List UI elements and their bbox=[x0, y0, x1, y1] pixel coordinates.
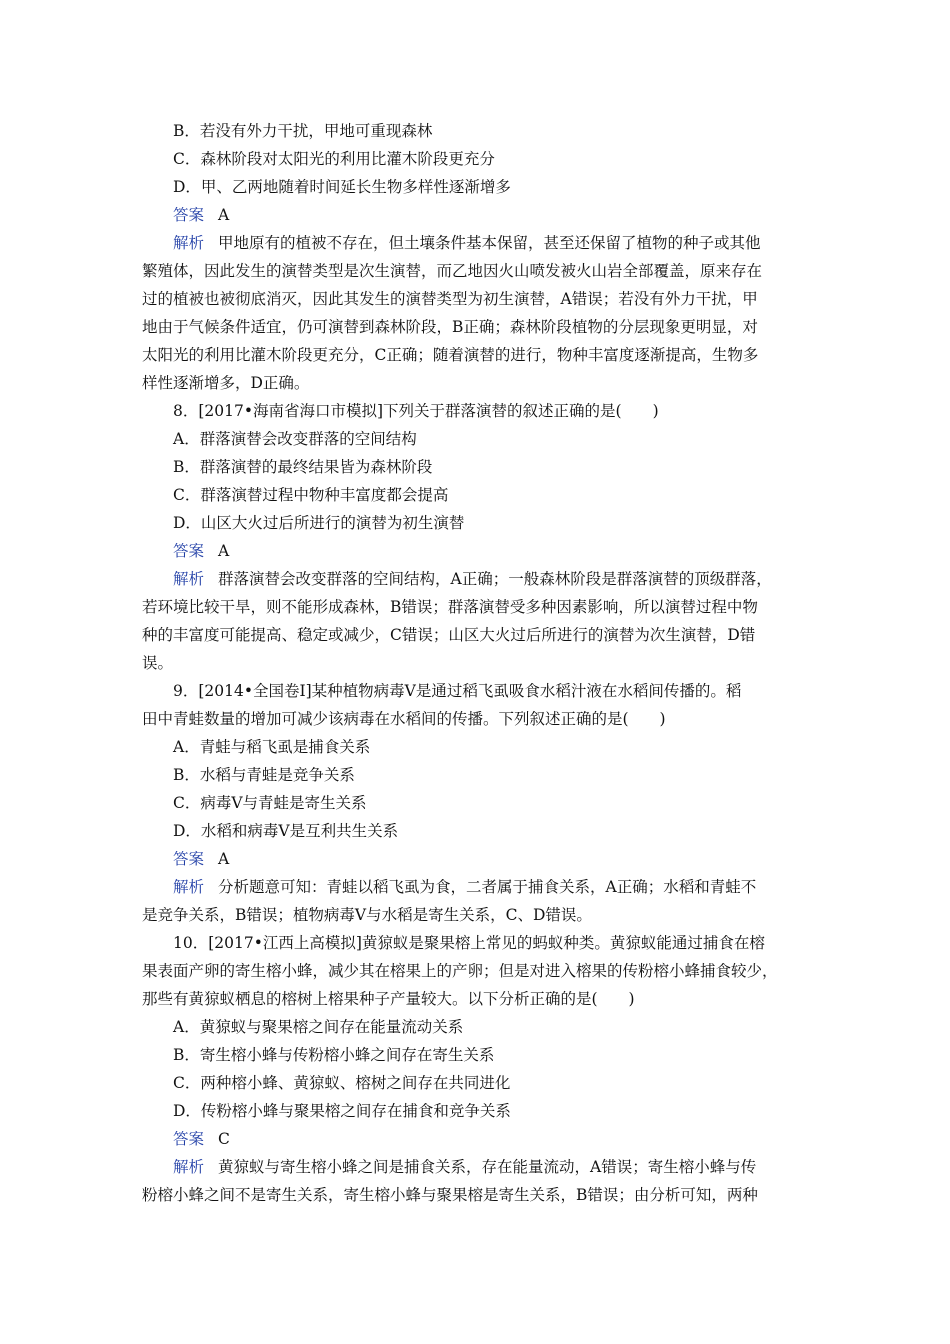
analysis-line-6: 样性逐渐增多，D正确。 bbox=[142, 374, 310, 392]
answer-value: A bbox=[218, 850, 230, 868]
answer-line bbox=[142, 537, 812, 565]
option-a: A．黄猄蚁与聚果榕之间存在能量流动关系 bbox=[173, 1018, 464, 1036]
analysis-text: 甲地原有的植被不存在，但土壤条件基本保留，甚至还保留了植物的种子或其他 bbox=[218, 234, 761, 252]
analysis-line-1 bbox=[142, 565, 812, 593]
analysis-line-1 bbox=[142, 229, 812, 257]
analysis-line-4: 误。 bbox=[142, 654, 174, 672]
analysis-line-3: 过的植被也被彻底消灭，因此其发生的演替类型为初生演替，A错误；若没有外力干扰，甲 bbox=[142, 290, 758, 308]
question-10 bbox=[142, 929, 812, 1209]
question-stem: 8．[2017•海南省海口市模拟]下列关于群落演替的叙述正确的是( ) bbox=[173, 402, 659, 420]
question-stem-line-1: 10．[2017•江西上高模拟]黄猄蚁是聚果榕上常见的蚂蚁种类。黄猄蚁能通过捕食在榕 bbox=[173, 934, 765, 952]
analysis-label: 解析 bbox=[173, 234, 205, 252]
option-b: B．水稻与青蛙是竞争关系 bbox=[173, 766, 355, 784]
analysis-text: 黄猄蚁与寄生榕小蜂之间是捕食关系，存在能量流动，A错误；寄生榕小蜂与传 bbox=[218, 1158, 757, 1176]
analysis-line-1 bbox=[142, 873, 812, 901]
analysis-line-4: 地由于气候条件适宜，仍可演替到森林阶段，B正确；森林阶段植物的分层现象更明显，对 bbox=[142, 318, 758, 336]
question-stem-line-2: 果表面产卵的寄生榕小蜂，减少其在榕果上的产卵；但是对进入榕果的传粉榕小蜂捕食较少， bbox=[142, 962, 778, 980]
answer-label: 答案 bbox=[173, 206, 205, 224]
option-b: B．若没有外力干扰，甲地可重现森林 bbox=[173, 122, 433, 140]
option-d: D．传粉榕小蜂与聚果榕之间存在捕食和竞争关系 bbox=[173, 1102, 511, 1120]
question-8 bbox=[142, 397, 812, 677]
answer-value: C bbox=[218, 1130, 230, 1148]
analysis-line-2: 是竞争关系，B错误；植物病毒V与水稻是寄生关系，C、D错误。 bbox=[142, 906, 592, 924]
answer-value: A bbox=[218, 206, 230, 224]
analysis-label: 解析 bbox=[173, 1158, 205, 1176]
option-b: B．群落演替的最终结果皆为森林阶段 bbox=[173, 458, 433, 476]
question-stem-line-1: 9．[2014•全国卷Ⅰ]某种植物病毒V是通过稻飞虱吸食水稻汁液在水稻间传播的。稻 bbox=[173, 682, 742, 700]
answer-line bbox=[142, 1125, 812, 1153]
option-c: C．群落演替过程中物种丰富度都会提高 bbox=[173, 486, 449, 504]
option-c: C．森林阶段对太阳光的利用比灌木阶段更充分 bbox=[173, 150, 495, 168]
option-d: D．甲、乙两地随着时间延长生物多样性逐渐增多 bbox=[173, 178, 511, 196]
answer-label: 答案 bbox=[173, 1130, 205, 1148]
analysis-label: 解析 bbox=[173, 570, 205, 588]
option-d: D．山区大火过后所进行的演替为初生演替 bbox=[173, 514, 465, 532]
option-c: C．两种榕小蜂、黄猄蚁、榕树之间存在共同进化 bbox=[173, 1074, 511, 1092]
question-9 bbox=[142, 677, 812, 929]
analysis-line-3: 种的丰富度可能提高、稳定或减少，C错误；山区大火过后所进行的演替为次生演替，D错 bbox=[142, 626, 756, 644]
analysis-line-2: 繁殖体，因此发生的演替类型是次生演替，而乙地因火山喷发被火山岩全部覆盖，原来存在 bbox=[142, 262, 763, 280]
option-a: A．群落演替会改变群落的空间结构 bbox=[173, 430, 417, 448]
answer-value: A bbox=[218, 542, 230, 560]
answer-line bbox=[142, 201, 812, 229]
question-stem-line-2: 田中青蛙数量的增加可减少该病毒在水稻间的传播。下列叙述正确的是( ) bbox=[142, 710, 666, 728]
analysis-line-1 bbox=[142, 1153, 812, 1181]
document-content bbox=[142, 117, 812, 1209]
question-7 bbox=[142, 117, 812, 397]
analysis-text: 群落演替会改变群落的空间结构，A正确；一般森林阶段是群落演替的顶级群落， bbox=[218, 570, 772, 588]
analysis-line-2: 粉榕小蜂之间不是寄生关系，寄生榕小蜂与聚果榕是寄生关系，B错误；由分析可知，两种 bbox=[142, 1186, 758, 1204]
option-d: D．水稻和病毒V是互利共生关系 bbox=[173, 822, 399, 840]
answer-label: 答案 bbox=[173, 850, 205, 868]
option-c: C．病毒V与青蛙是寄生关系 bbox=[173, 794, 367, 812]
analysis-label: 解析 bbox=[173, 878, 205, 896]
option-b: B．寄生榕小蜂与传粉榕小蜂之间存在寄生关系 bbox=[173, 1046, 495, 1064]
analysis-line-5: 太阳光的利用比灌木阶段更充分，C正确；随着演替的进行，物种丰富度逐渐提高，生物多 bbox=[142, 346, 759, 364]
question-stem-line-3: 那些有黄猄蚁栖息的榕树上榕果种子产量较大。以下分析正确的是( ) bbox=[142, 990, 635, 1008]
analysis-line-2: 若环境比较干旱，则不能形成森林，B错误；群落演替受多种因素影响，所以演替过程中物 bbox=[142, 598, 758, 616]
answer-label: 答案 bbox=[173, 542, 205, 560]
option-a: A．青蛙与稻飞虱是捕食关系 bbox=[173, 738, 371, 756]
analysis-text: 分析题意可知：青蛙以稻飞虱为食，二者属于捕食关系，A正确；水稻和青蛙不 bbox=[218, 878, 757, 896]
answer-line bbox=[142, 845, 812, 873]
